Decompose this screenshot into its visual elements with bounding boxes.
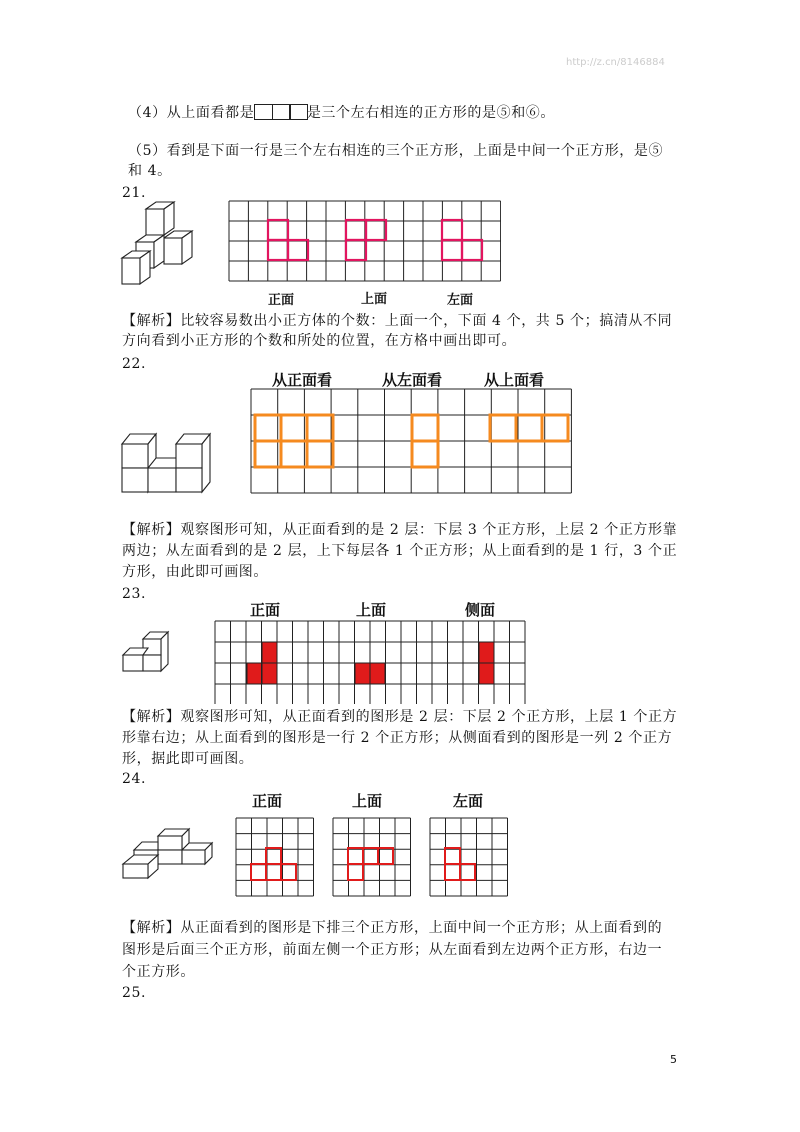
q22-number: 22. bbox=[122, 356, 147, 372]
q23-front-square bbox=[262, 663, 277, 684]
q21-front-square bbox=[268, 240, 288, 260]
q22-analysis-line3: 方形，由此即可画图。 bbox=[122, 564, 268, 580]
q22-top-square bbox=[490, 415, 516, 441]
q23-analysis-line3: 形，据此即可画图。 bbox=[122, 751, 254, 767]
q21-grid bbox=[228, 200, 501, 282]
q24-top-square bbox=[378, 848, 393, 864]
q21-label-front: 正面 bbox=[268, 293, 295, 308]
q24-left-square bbox=[445, 848, 460, 864]
q24-front-square bbox=[266, 864, 281, 880]
q24-analysis-line1: 【解析】从正面看到的图形是下排三个正方形，上面中间一个正方形；从上面看到的 bbox=[122, 920, 663, 936]
q24-grid-left bbox=[429, 817, 511, 897]
q23-analysis-line2: 形靠右边；从上面看到的图形是一行 2 个正方形；从侧面看到的图形是一列 2 个正方 bbox=[122, 730, 673, 746]
q22-label-front: 从正面看 bbox=[272, 371, 333, 389]
watermark: http://z.cn/8146884 bbox=[566, 57, 665, 68]
q21-front-square bbox=[288, 240, 308, 260]
q23-side-square bbox=[479, 663, 494, 684]
q25-number: 25. bbox=[122, 985, 147, 1001]
q24-number: 24. bbox=[122, 771, 147, 787]
q22-left-square bbox=[412, 441, 438, 467]
q24-label-front: 正面 bbox=[252, 792, 283, 810]
q22-label-left: 从左面看 bbox=[382, 371, 443, 389]
q21-number: 21. bbox=[122, 185, 147, 201]
q20-item5-line2: 和 4。 bbox=[128, 163, 172, 179]
q21-analysis-line2: 方向看到小正方形的个数和所处的位置，在方格中画出即可。 bbox=[122, 333, 517, 349]
q24-left-square bbox=[460, 864, 475, 880]
q23-analysis-line1: 【解析】观察图形可知，从正面看到的图形是 2 层：下层 2 个正方形，上层 1 个正方 bbox=[122, 709, 678, 725]
q22-front-square bbox=[307, 415, 333, 441]
q20-item4-after: 是三个左右相连的正方形的是⑤和⑥。 bbox=[306, 105, 556, 121]
q24-front-square bbox=[281, 864, 296, 880]
q22-cube-figure bbox=[118, 430, 213, 496]
q23-label-top: 上面 bbox=[356, 601, 387, 619]
q22-front-square bbox=[281, 441, 307, 467]
q24-left-square bbox=[445, 864, 460, 880]
q20-item5-line1: （5）看到是下面一行是三个左右相连的三个正方形，上面是中间一个正方形，是⑤ bbox=[128, 143, 664, 159]
q21-label-top: 上面 bbox=[361, 292, 388, 307]
q22-front-square bbox=[255, 415, 281, 441]
q22-top-square bbox=[516, 415, 542, 441]
q24-analysis-line3: 个正方形。 bbox=[122, 964, 195, 980]
q21-label-left: 左面 bbox=[447, 293, 474, 308]
q21-top-square bbox=[346, 220, 366, 240]
q23-top-square bbox=[370, 663, 385, 684]
q20-item4 bbox=[128, 103, 555, 123]
q21-left-square bbox=[442, 220, 462, 240]
q22-grid bbox=[250, 388, 574, 496]
q23-top-square bbox=[355, 663, 370, 684]
q23-front-square bbox=[262, 642, 277, 663]
q23-label-front: 正面 bbox=[250, 601, 281, 619]
q21-cube-figure bbox=[118, 200, 203, 292]
q24-top-square bbox=[348, 864, 363, 880]
page-number: 5 bbox=[670, 1053, 677, 1066]
q24-front-square bbox=[251, 864, 266, 880]
q23-front-square bbox=[247, 663, 262, 684]
q21-front-square bbox=[268, 220, 288, 240]
three-squares-inline-figure bbox=[254, 103, 307, 123]
q22-analysis-line2: 两边；从左面看到的是 2 层，上下每层各 1 个正方形；从上面看到的是 1 行，3 个正 bbox=[122, 543, 678, 559]
q24-top-square bbox=[363, 848, 378, 864]
q23-cube-figure bbox=[120, 628, 175, 674]
q24-front-square bbox=[266, 848, 281, 864]
q22-label-top: 从上面看 bbox=[484, 371, 545, 389]
q21-top-square bbox=[346, 240, 366, 260]
q23-side-square bbox=[479, 642, 494, 663]
q24-grid-front bbox=[235, 817, 317, 897]
q22-top-square bbox=[542, 415, 568, 441]
q24-label-left: 左面 bbox=[453, 792, 484, 810]
q22-front-square bbox=[307, 441, 333, 467]
q24-analysis-line2: 图形是后面三个正方形，前面左侧一个正方形；从左面看到左边两个正方形，右边一 bbox=[122, 942, 663, 958]
q21-left-square bbox=[462, 240, 482, 260]
q21-left-square bbox=[442, 240, 462, 260]
q23-label-side: 侧面 bbox=[465, 601, 496, 619]
q23-number: 23. bbox=[122, 586, 147, 602]
q24-cube-figure bbox=[120, 826, 215, 886]
q20-item4-before: （4）从上面看都是 bbox=[128, 105, 255, 121]
q21-analysis-line1: 【解析】比较容易数出小正方体的个数：上面一个，下面 4 个，共 5 个；搞清从不同 bbox=[122, 313, 673, 329]
q24-grid-top bbox=[332, 817, 414, 897]
q24-top-square bbox=[348, 848, 363, 864]
q23-grid bbox=[214, 620, 526, 704]
q24-label-top: 上面 bbox=[352, 792, 383, 810]
q22-front-square bbox=[255, 441, 281, 467]
q22-analysis-line1: 【解析】观察图形可知，从正面看到的是 2 层：下层 3 个正方形，上层 2 个正方形靠 bbox=[122, 522, 678, 538]
q21-top-square bbox=[366, 220, 386, 240]
q22-left-square bbox=[412, 415, 438, 441]
